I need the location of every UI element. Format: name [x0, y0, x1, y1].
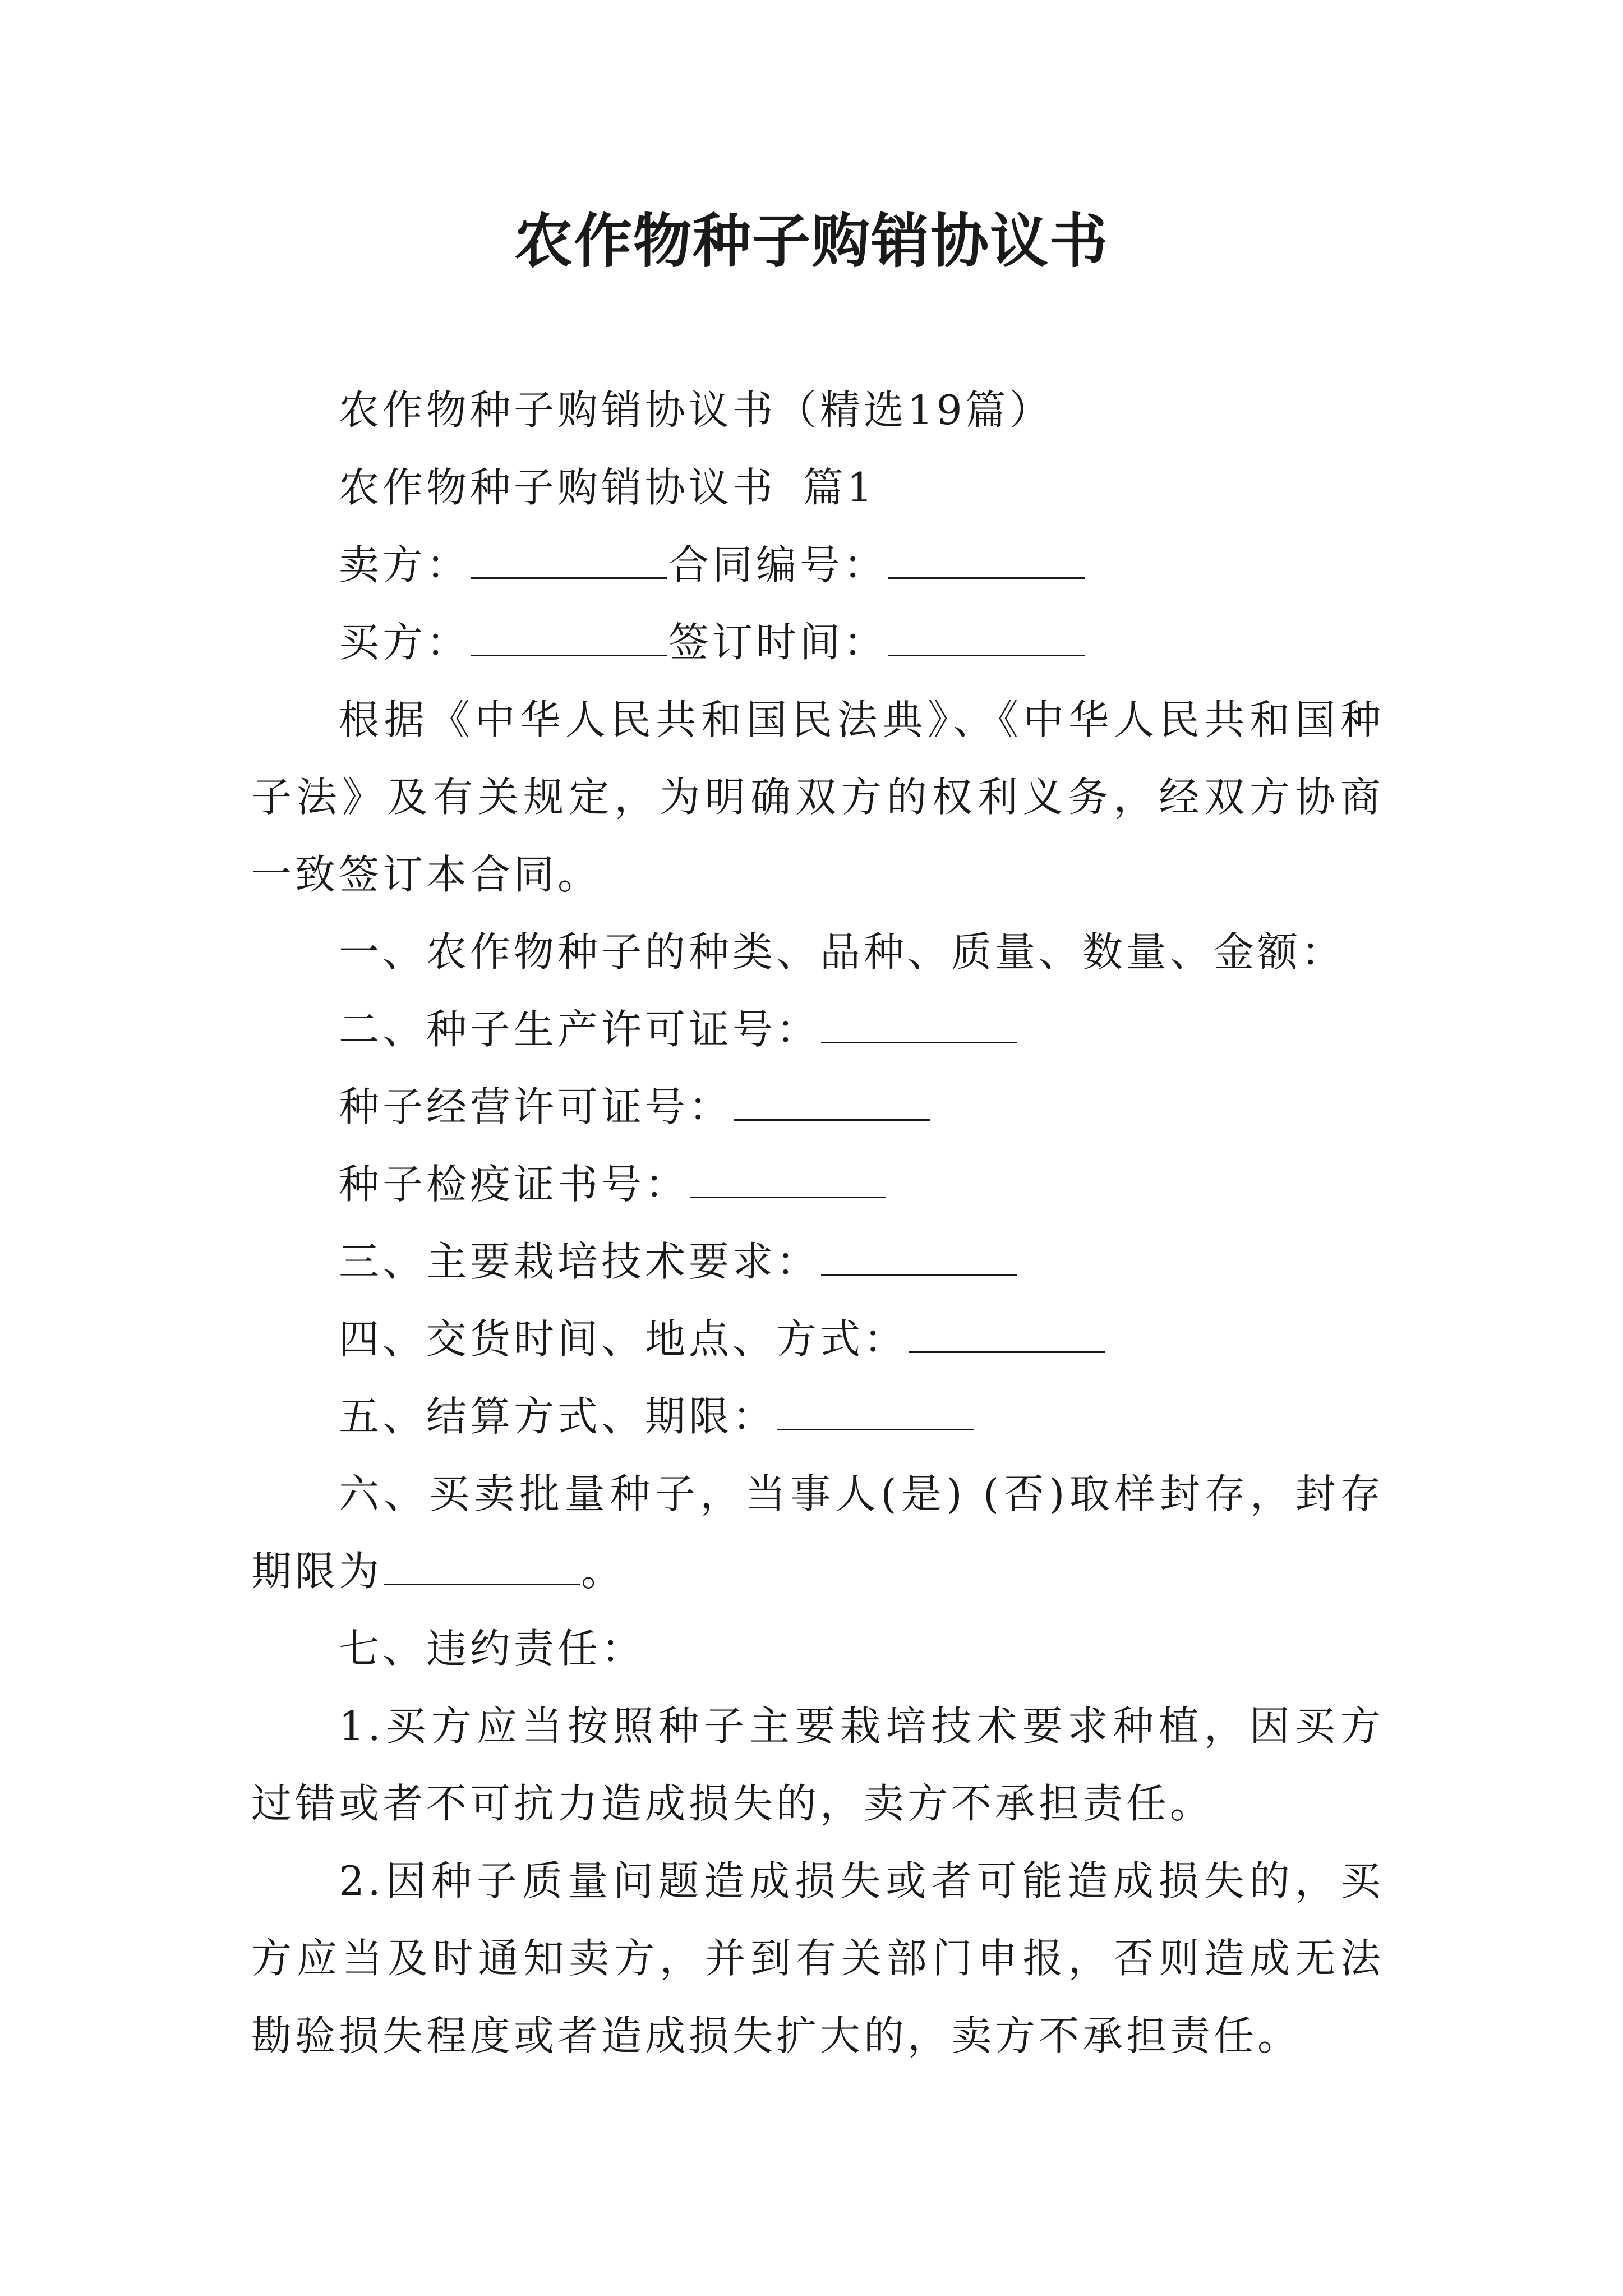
settlement-blank [777, 1427, 974, 1430]
intro-paragraph: 根据《中华人民共和国民法典》、《中华人民共和国种子法》及有关规定，为明确双方的权利义务，经双方协商一致签订本合同。 [251, 696, 1384, 898]
seller-line [251, 526, 1384, 604]
clause-5 [251, 1378, 1384, 1455]
section-heading-text: 农作物种子购销协议书 [339, 464, 777, 511]
sign-time-label: 签订时间： [668, 619, 888, 666]
clause-7-heading: 七、违约责任： [339, 1625, 645, 1672]
document-title: 农作物种子购销协议书 [514, 207, 1109, 275]
sealing-period-blank [384, 1581, 580, 1585]
buyer-blank [471, 652, 667, 656]
clause-2-production-license [251, 991, 1384, 1068]
contract-number-blank [888, 575, 1085, 579]
production-license-label: 二、种子生产许可证号： [339, 1006, 820, 1053]
business-license-blank [734, 1117, 930, 1121]
clause-7-item-2: 2.因种子质量问题造成损失或者可能造成损失的，买方应当及时通知卖方，并到有关部门申报，否则造成无法勘验损失程度或者造成损失扩大的，卖方不承担责任。 [251, 1857, 1384, 2059]
contract-number-label: 合同编号： [668, 541, 888, 588]
production-license-blank [821, 1039, 1017, 1043]
seller-label: 卖方： [339, 541, 471, 588]
sign-time-blank [888, 652, 1085, 656]
business-license-label: 种子经营许可证号： [339, 1083, 733, 1130]
seller-blank [471, 575, 667, 579]
section-heading-label: 篇1 [803, 464, 876, 511]
buyer-line [251, 604, 1384, 681]
delivery-blank [909, 1349, 1105, 1353]
clause-6 [251, 1455, 1384, 1610]
buyer-label: 买方： [339, 619, 471, 666]
clause-7-item-1: 1.买方应当按照种子主要栽培技术要求种植，因买方过错或者不可抗力造成损失的，卖方不承担责任。 [251, 1703, 1384, 1827]
cultivation-requirements-blank [821, 1272, 1017, 1276]
cultivation-requirements-label: 三、主要栽培技术要求： [339, 1238, 820, 1285]
delivery-label: 四、交货时间、地点、方式： [339, 1315, 908, 1363]
settlement-label: 五、结算方式、期限： [339, 1393, 777, 1440]
quarantine-cert-label: 种子检疫证书号： [339, 1161, 689, 1208]
clause-3 [251, 1223, 1384, 1300]
section-heading [251, 449, 1384, 526]
quarantine-cert-blank [690, 1194, 886, 1198]
clause-6-text: 六、买卖批量种子，当事人(是) (否)取样封存，封存期限为 [251, 1470, 1384, 1595]
document-subtitle: 农作物种子购销协议书（精选19篇） [339, 386, 1053, 434]
clause-2-business-license [251, 1068, 1384, 1145]
clause-2-quarantine-cert [251, 1145, 1384, 1223]
clause-6-end: 。 [581, 1548, 625, 1595]
clause-4 [251, 1300, 1384, 1378]
document-body [251, 371, 1384, 2074]
clause-1: 一、农作物种子的种类、品种、质量、数量、金额： [339, 928, 1345, 976]
